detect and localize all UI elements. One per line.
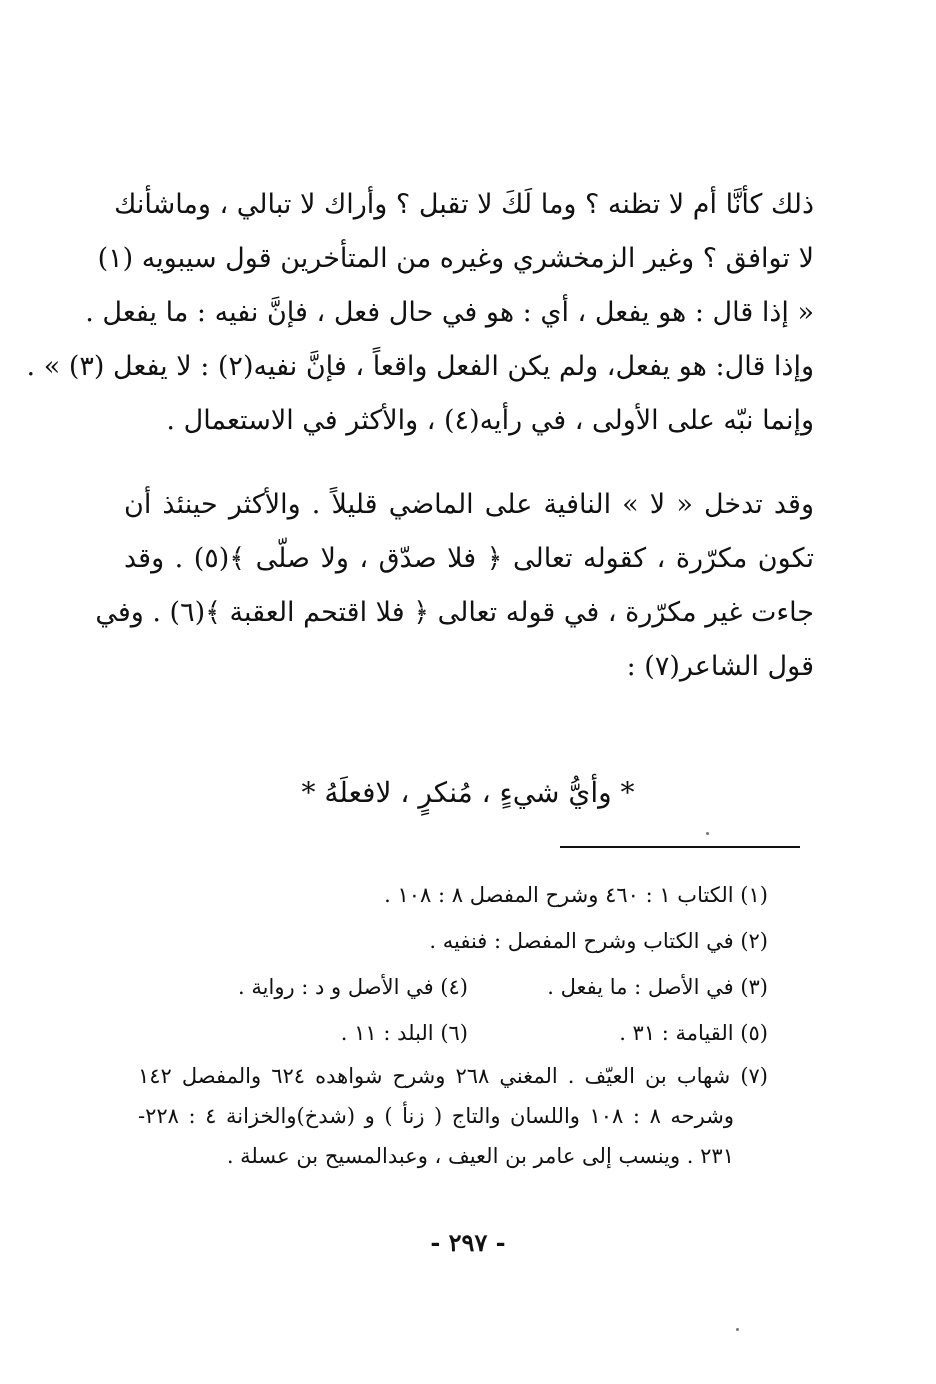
footnote-5: (٥) القيامة : ٣١ . xyxy=(619,1021,768,1045)
footnote-2: (٢) في الكتاب وشرح المفصل : فنفيه . xyxy=(429,929,768,953)
footnotes xyxy=(138,872,768,1176)
text-line: « إذا قال : هو يفعل ، أي : هو في حال فعل ، فإنَّ نفيه : ما يفعل . xyxy=(85,297,814,328)
text-line: جاءت غير مكرّرة ، في قوله تعالى ﴿ فلا اقتحم العقبة ﴾(٦) . وفي xyxy=(95,597,814,628)
main-text xyxy=(26,178,814,694)
footnote-row xyxy=(138,1010,768,1056)
text-line: ذلك كأنَّا أم لا تظنه ؟ وما لَكَ لا تقبل ؟ وأراك لا تبالي ، وماشأنك xyxy=(114,189,814,220)
page-number: - ٢٩٧ - xyxy=(430,1228,506,1257)
footnote-1: (١) الكتاب ١ : ٤٦٠ وشرح المفصل ٨ : ١٠٨ . xyxy=(384,883,768,907)
paragraph-1 xyxy=(26,178,814,448)
paragraph-gap xyxy=(124,448,814,478)
text-line: قول الشاعر(٧) : xyxy=(626,651,814,682)
paragraph-2 xyxy=(95,478,814,694)
footnote-4: (٤) في الأصل و د : رواية . xyxy=(238,975,468,999)
paper-speck xyxy=(706,832,709,835)
poetry-verse: * وأيُّ شيءٍ ، مُنكرٍ ، لافعلَهُ * xyxy=(301,776,635,809)
footnote-6: (٦) البلد : ١١ . xyxy=(340,1021,468,1045)
footnote-row xyxy=(138,964,768,1010)
footnote-line: وشرحه ٨ : ١٠٨ واللسان والتاج ( زنأ ) و (شدخ)والخزانة ٤ : ٢٢٨- xyxy=(138,1104,734,1128)
footnote-separator xyxy=(560,846,800,848)
text-line: تكون مكرّرة ، كقوله تعالى ﴿ فلا صدّق ، ولا صلّى ﴾(٥) . وقد xyxy=(124,543,814,574)
text-line: وإنما نبّه على الأولى ، في رأيه(٤) ، والأكثر في الاستعمال . xyxy=(166,405,814,436)
footnote-line: (٧) شهاب بن العيّف . المغني ٢٦٨ وشرح شواهده ٦٢٤ والمفصل ١٤٢ xyxy=(138,1064,768,1088)
paper-speck xyxy=(736,1328,739,1331)
footnote-3: (٣) في الأصل : ما يفعل . xyxy=(547,975,768,999)
footnote-7 xyxy=(138,1056,768,1176)
text-line: لا توافق ؟ وغير الزمخشري وغيره من المتأخرين قول سيبويه (١) xyxy=(97,243,814,274)
text-line: وإذا قال: هو يفعل، ولم يكن الفعل واقعاً ، فإنَّ نفيه(٢) : لا يفعل (٣) » . xyxy=(26,351,814,382)
text-line: وقد تدخل « لا » النافية على الماضي قليلاً . والأكثر حينئذ أن xyxy=(124,489,814,520)
footnote-line: ٢٣١ . وينسب إلى عامر بن العيف ، وعبدالمسيح بن عسلة . xyxy=(226,1144,734,1168)
